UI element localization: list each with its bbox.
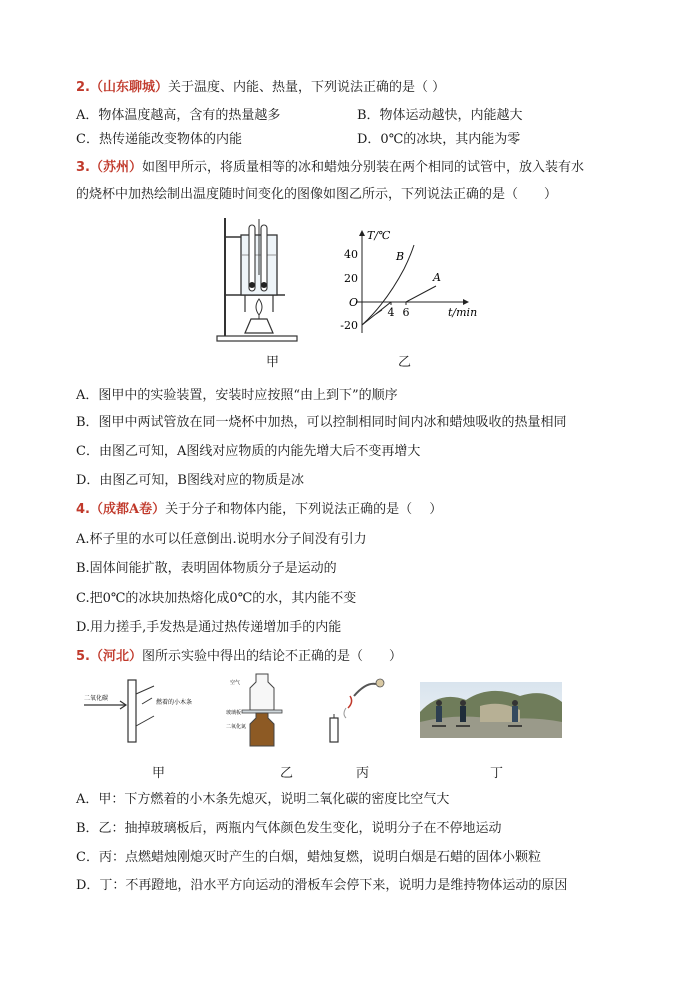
q2-source: （山东聊城） xyxy=(89,80,168,95)
graph-y-tick-20: 20 xyxy=(344,272,358,285)
bottles-figure xyxy=(226,670,306,748)
q5-source: （河北） xyxy=(89,649,142,664)
q2-stem-line xyxy=(76,79,445,97)
q5-caption-bing: 丙 xyxy=(356,766,370,781)
q2-option-a: A．物体温度越高，含有的热量越多 xyxy=(76,108,281,123)
q4-stem: 关于分子和物体内能，下列说法正确的是（ ） xyxy=(165,502,443,517)
graph-curve-a xyxy=(362,286,436,325)
q5-caption-yi: 乙 xyxy=(280,766,294,781)
q3-stem-1: 如图甲所示，将质量相等的冰和蜡烛分别装在两个相同的试管中，放入装有水 xyxy=(142,160,585,175)
q4-number: 4. xyxy=(76,502,90,517)
q5-stem: 图所示实验中得出的结论不正确的是（ ） xyxy=(142,649,403,664)
temperature-graph xyxy=(334,225,478,345)
q2-option-c: C．热传递能改变物体的内能 xyxy=(76,132,242,147)
q5-caption-ding: 丁 xyxy=(490,766,504,781)
q4-source: （成都A卷） xyxy=(89,502,166,517)
q2-option-b: B．物体运动越快，内能越大 xyxy=(357,108,523,123)
q4-stem-line xyxy=(76,501,442,519)
q4-option-a: A.杯子里的水可以任意倒出.说明水分子间没有引力 xyxy=(76,532,367,547)
graph-y-axis-label: T/℃ xyxy=(367,229,391,242)
graph-label-b: B xyxy=(396,250,405,263)
q5-caption-jia: 甲 xyxy=(152,766,166,781)
graph-label-a: A xyxy=(433,271,441,284)
q5-stem-line xyxy=(76,648,402,666)
graph-y-tick-neg20: -20 xyxy=(340,319,358,332)
stick-label: 燃着的小木条 xyxy=(156,699,193,706)
q5-number: 5. xyxy=(76,649,90,664)
q2-option-d: D．0℃的冰块，其内能为零 xyxy=(357,132,521,147)
q2-stem: 关于温度、内能、热量，下列说法正确的是（ ） xyxy=(168,80,446,95)
q5-option-d: D．丁：不再蹬地，沿水平方向运动的滑板车会停下来，说明力是维持物体运动的原因 xyxy=(76,878,568,893)
glass-label: 玻璃板 xyxy=(226,710,242,716)
q4-option-c: C.把0℃的冰块加热熔化成0℃的水，其内能不变 xyxy=(76,591,357,606)
q3-option-d: D．由图乙可知，B图线对应的物质是冰 xyxy=(76,473,304,488)
q5-option-c: C．丙：点燃蜡烛刚熄灭时产生的白烟，蜡烛复燃，说明白烟是石蜡的固体小颗粒 xyxy=(76,850,541,865)
graph-y-tick-40: 40 xyxy=(344,248,358,261)
q4-option-d: D.用力搓手,手发热是通过热传递增加手的内能 xyxy=(76,620,342,635)
q3-caption-jia: 甲 xyxy=(266,355,280,370)
q3-option-a: A．图甲中的实验装置，安装时应按照“由上到下”的顺序 xyxy=(76,388,398,403)
q3-source: （苏州） xyxy=(89,160,142,175)
q3-stem-line1 xyxy=(76,159,584,177)
q3-option-c: C．由图乙可知，A图线对应物质的内能先增大后不变再增大 xyxy=(76,444,421,459)
q5-option-a: A．甲：下方燃着的小木条先熄灭，说明二氧化碳的密度比空气大 xyxy=(76,792,450,807)
graph-x-axis-label: t/min xyxy=(448,306,478,319)
apparatus-figure xyxy=(215,215,305,343)
graph-origin: O xyxy=(348,296,358,309)
q3-stem-line2: 的烧杯中加热绘制出温度随时间变化的图像如图乙所示，下列说法正确的是（ ） xyxy=(76,187,558,202)
q2-number: 2. xyxy=(76,80,90,95)
graph-x-tick-4: 4 xyxy=(387,306,395,319)
graph-x-tick-6: 6 xyxy=(402,306,410,319)
co2-figure xyxy=(82,674,192,746)
air-label: 空气 xyxy=(230,680,241,686)
q3-number: 3. xyxy=(76,160,90,175)
q3-option-b: B．图甲中两试管放在同一烧杯中加热，可以控制相同时间内冰和蜡烛吸收的热量相同 xyxy=(76,415,567,430)
no2-label: 二氧化氮 xyxy=(226,724,247,730)
q5-option-b: B．乙：抽掉玻璃板后，两瓶内气体颜色发生变化，说明分子在不停地运动 xyxy=(76,821,502,836)
co2-label: 二氧化碳 xyxy=(84,695,109,702)
candle-figure xyxy=(320,674,392,746)
q4-option-b: B.固体间能扩散，表明固体物质分子是运动的 xyxy=(76,561,337,576)
scooter-photo xyxy=(420,682,562,738)
q3-caption-yi: 乙 xyxy=(398,355,412,370)
